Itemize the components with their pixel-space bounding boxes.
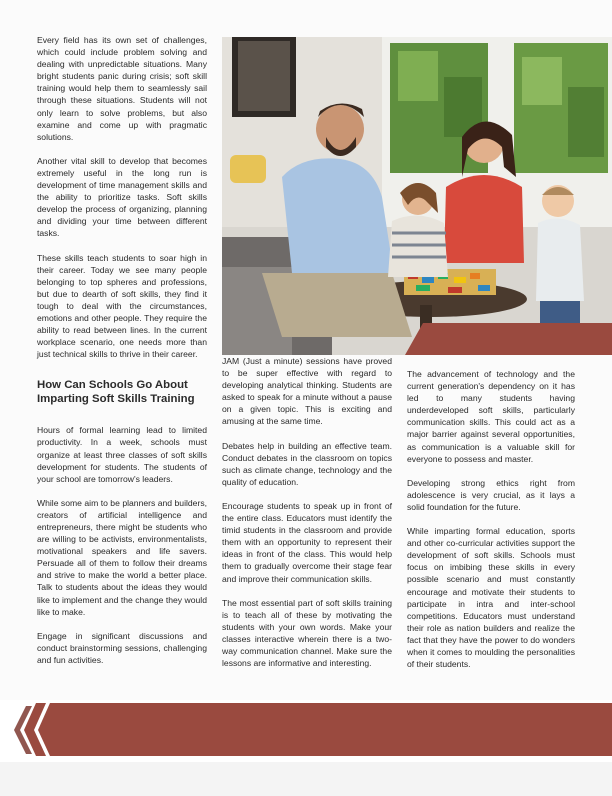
body-paragraph: Every field has its own set of challenges, which could include problem solving and dealing with unpredictable situations. Many bright students panic during crisis; soft skill training would help them to seamlessly sail through these situations. Students will not only learn to solve problems, but also examine and come up with pragmatic solutions. (37, 35, 207, 142)
ribbon-shape (405, 323, 612, 355)
body-paragraph: While imparting formal education, sports and other co-curricular activities support the development of soft skills. Schools must focus on imbibing these skills in every possible scenario and must constantly encourage and motivate their students to participate in intra and inter-school competitions. Educators must understand their role as nation builders and realize the fact that they have the power to do wonders when it comes to moulding the personalities of their students. (407, 526, 575, 670)
body-paragraph: Debates help in building an effective team. Conduct debates in the classroom on topics such as climate change, technology and the quality of education. (222, 440, 392, 487)
body-paragraph: Encourage students to speak up in front of the entire class. Educators must identify the timid students in the classroom and provide them with an opportunity to represent their ideas in front of the class. This would help them to gradually overcome their stage fear and improve their communication skills. (222, 500, 392, 584)
family-at-table-with-building-blocks-photo (222, 37, 612, 355)
right-text-column (407, 368, 575, 682)
hero-photo (222, 37, 612, 355)
accent-ribbon-top (405, 323, 612, 355)
body-paragraph: The advancement of technology and the current generation's dependency on it has led to many students having underdeveloped soft skills, particularly communication skills. This could act as a major barrier against several opportunities, as communication is a valuable skill for everyone to possess and master. (407, 369, 575, 464)
page-footer-margin (0, 762, 612, 796)
body-paragraph: Hours of formal learning lead to limited productivity. In a week, schools must organize at least three classes of soft skills development for students. The students of your school are tomorrow's leaders. (37, 425, 207, 484)
body-paragraph: JAM (Just a minute) sessions have proved to be super effective with regard to developing analytical thinking. Students are asked to speak for a minute without a pause on a given topic. This is exciting and amusing at the same time. (222, 356, 392, 427)
body-paragraph: Developing strong ethics right from adolescence is very crucial, as it lays a solid foundation for the future. (407, 477, 575, 512)
body-paragraph: These skills teach students to soar high in their career. Today we see many people belonging to top spheres and professions, but due to dearth of soft skills, they find it tough to deal with the circumstances, emotions and other people. They require the ability to read between lines. In the current workplace scenario, one needs more than just technical skills to thrive in their career. (37, 252, 207, 360)
body-paragraph: While some aim to be planners and builders, creators of artificial intelligence and entrepreneurs, there might be students who are willing to be activists, environmentalists, motivational speakers and life savers. Persuade all of them to follow their dreams and strive to make the world a better place. Talk to students about the ideas they would like to implement and the change they would like to make. (37, 497, 207, 617)
middle-text-column (222, 355, 392, 681)
footer-band (0, 700, 612, 762)
body-paragraph: The most essential part of soft skills training is to teach all of these by motivating the students with your own words. Make your classes interactive wherein there is a two-way communication channel. Make sure the lessons are informative and interesting. (222, 597, 392, 669)
body-paragraph: Another vital skill to develop that becomes extremely useful in the long run is development of time management skills and the ability to prioritize tasks. Soft skills develop the process of organizing, planning and dividing your time between different tasks. (37, 155, 207, 239)
left-text-column (37, 34, 207, 678)
section-heading: How Can Schools Go About Imparting Soft Skills Training (37, 379, 195, 406)
footer-accent-bar (38, 703, 612, 756)
body-paragraph: Engage in significant discussions and conduct brainstorming sessions, challenging and fun activities. (37, 630, 207, 665)
